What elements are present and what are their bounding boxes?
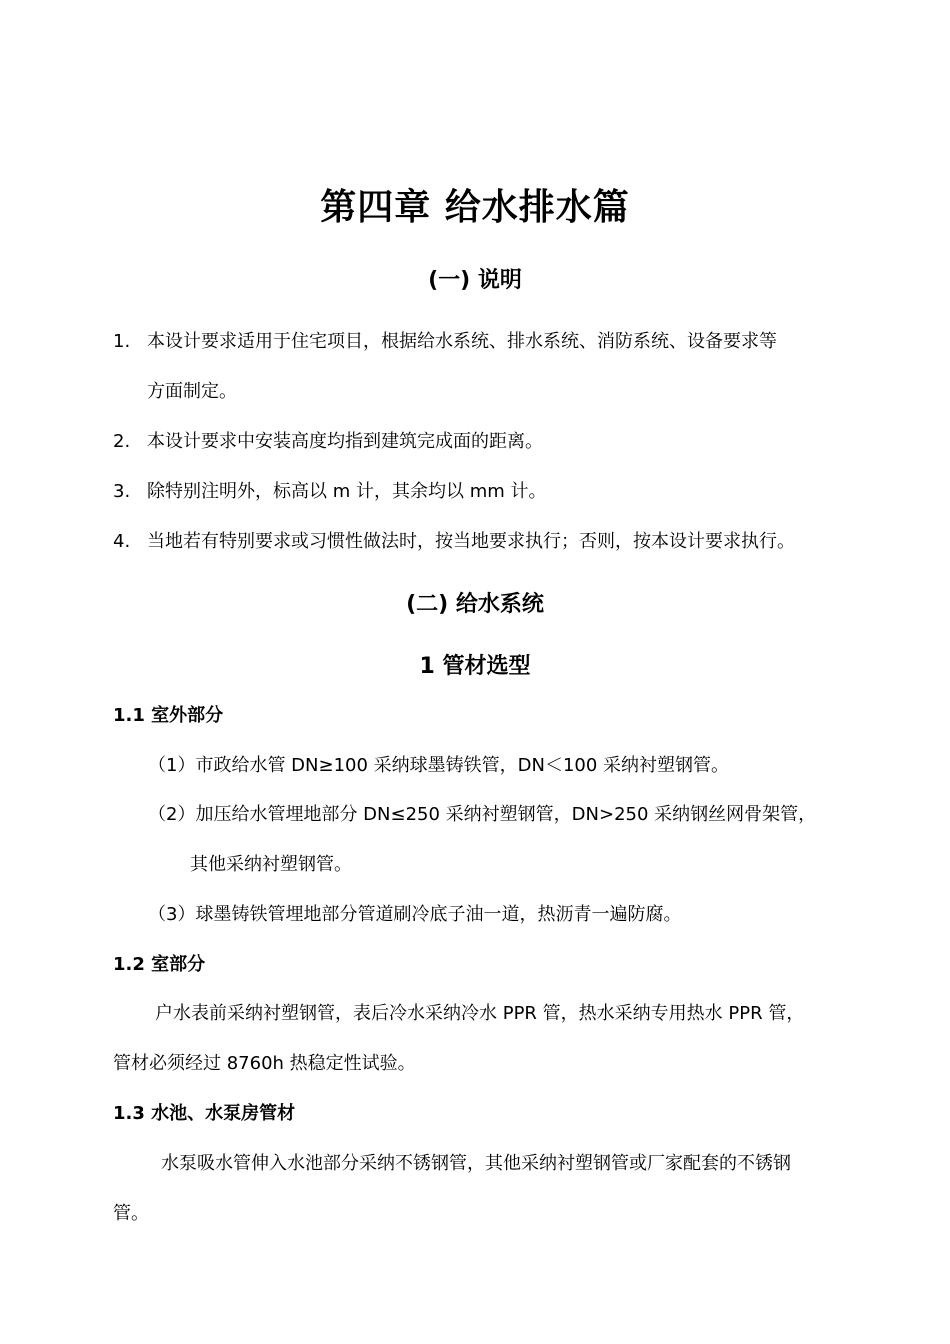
list-item [148, 757, 729, 775]
paragraph-line: 管。 [113, 1203, 149, 1224]
list-item [113, 533, 795, 551]
list-item-number: （1） [148, 755, 196, 776]
list-item-number: 1. [113, 331, 131, 352]
list-item-continuation: 方面制定。 [147, 381, 237, 402]
list-item-text: 球墨铸铁管埋地部分管道刷冷底子油一道，热沥青一遍防腐。 [195, 904, 682, 925]
list-item-number: 4. [113, 531, 131, 552]
subsection-heading-outdoor: 1.1 室外部分 [113, 705, 224, 726]
list-item [148, 906, 681, 924]
chapter-title: 第四章 给水排水篇 [320, 187, 630, 228]
subsection-heading-pipe-selection: 1 管材选型 [419, 654, 531, 679]
list-item-text: 本设计要求适用于住宅项目，根据给水系统、排水系统、消防系统、设备要求等 [147, 331, 777, 352]
list-item-text: 加压给水管埋地部分 DN≤250 采纳衬塑钢管，DN>250 采纳钢丝网骨架管， [195, 804, 817, 825]
list-item [113, 433, 543, 451]
list-item-text: 市政给水管 DN≥100 采纳球墨铸铁管，DN＜100 采纳衬塑钢管。 [195, 755, 730, 776]
list-item [113, 333, 777, 351]
paragraph-line: 户水表前采纳衬塑钢管，表后冷水采纳冷水 PPR 管，热水采纳专用热水 PPR 管， [155, 1003, 805, 1024]
section-heading-water-supply: (二) 给水系统 [406, 592, 544, 617]
subsection-heading-indoor: 1.2 室部分 [113, 954, 206, 975]
list-item [113, 483, 547, 501]
list-item [148, 806, 816, 824]
paragraph-line: 水泵吸水管伸入水池部分采纳不锈钢管，其他采纳衬塑钢管或厂家配套的不锈钢 [161, 1153, 791, 1174]
subsection-heading-pump-room: 1.3 水池、水泵房管材 [113, 1103, 296, 1124]
list-item-text: 当地若有特别要求或习惯性做法时，按当地要求执行；否则，按本设计要求执行。 [147, 531, 795, 552]
list-item-number: 3. [113, 481, 131, 502]
list-item-number: 2. [113, 431, 131, 452]
paragraph-line: 管材必须经过 8760h 热稳定性试验。 [113, 1053, 416, 1074]
list-item-text: 除特别注明外，标高以 m 计，其余均以 mm 计。 [147, 481, 547, 502]
list-item-continuation: 其他采纳衬塑钢管。 [190, 854, 352, 875]
list-item-text: 本设计要求中安装高度均指到建筑完成面的距离。 [147, 431, 543, 452]
list-item-number: （3） [148, 904, 196, 925]
section-heading-explanation: (一) 说明 [428, 268, 522, 293]
list-item-number: （2） [148, 804, 196, 825]
